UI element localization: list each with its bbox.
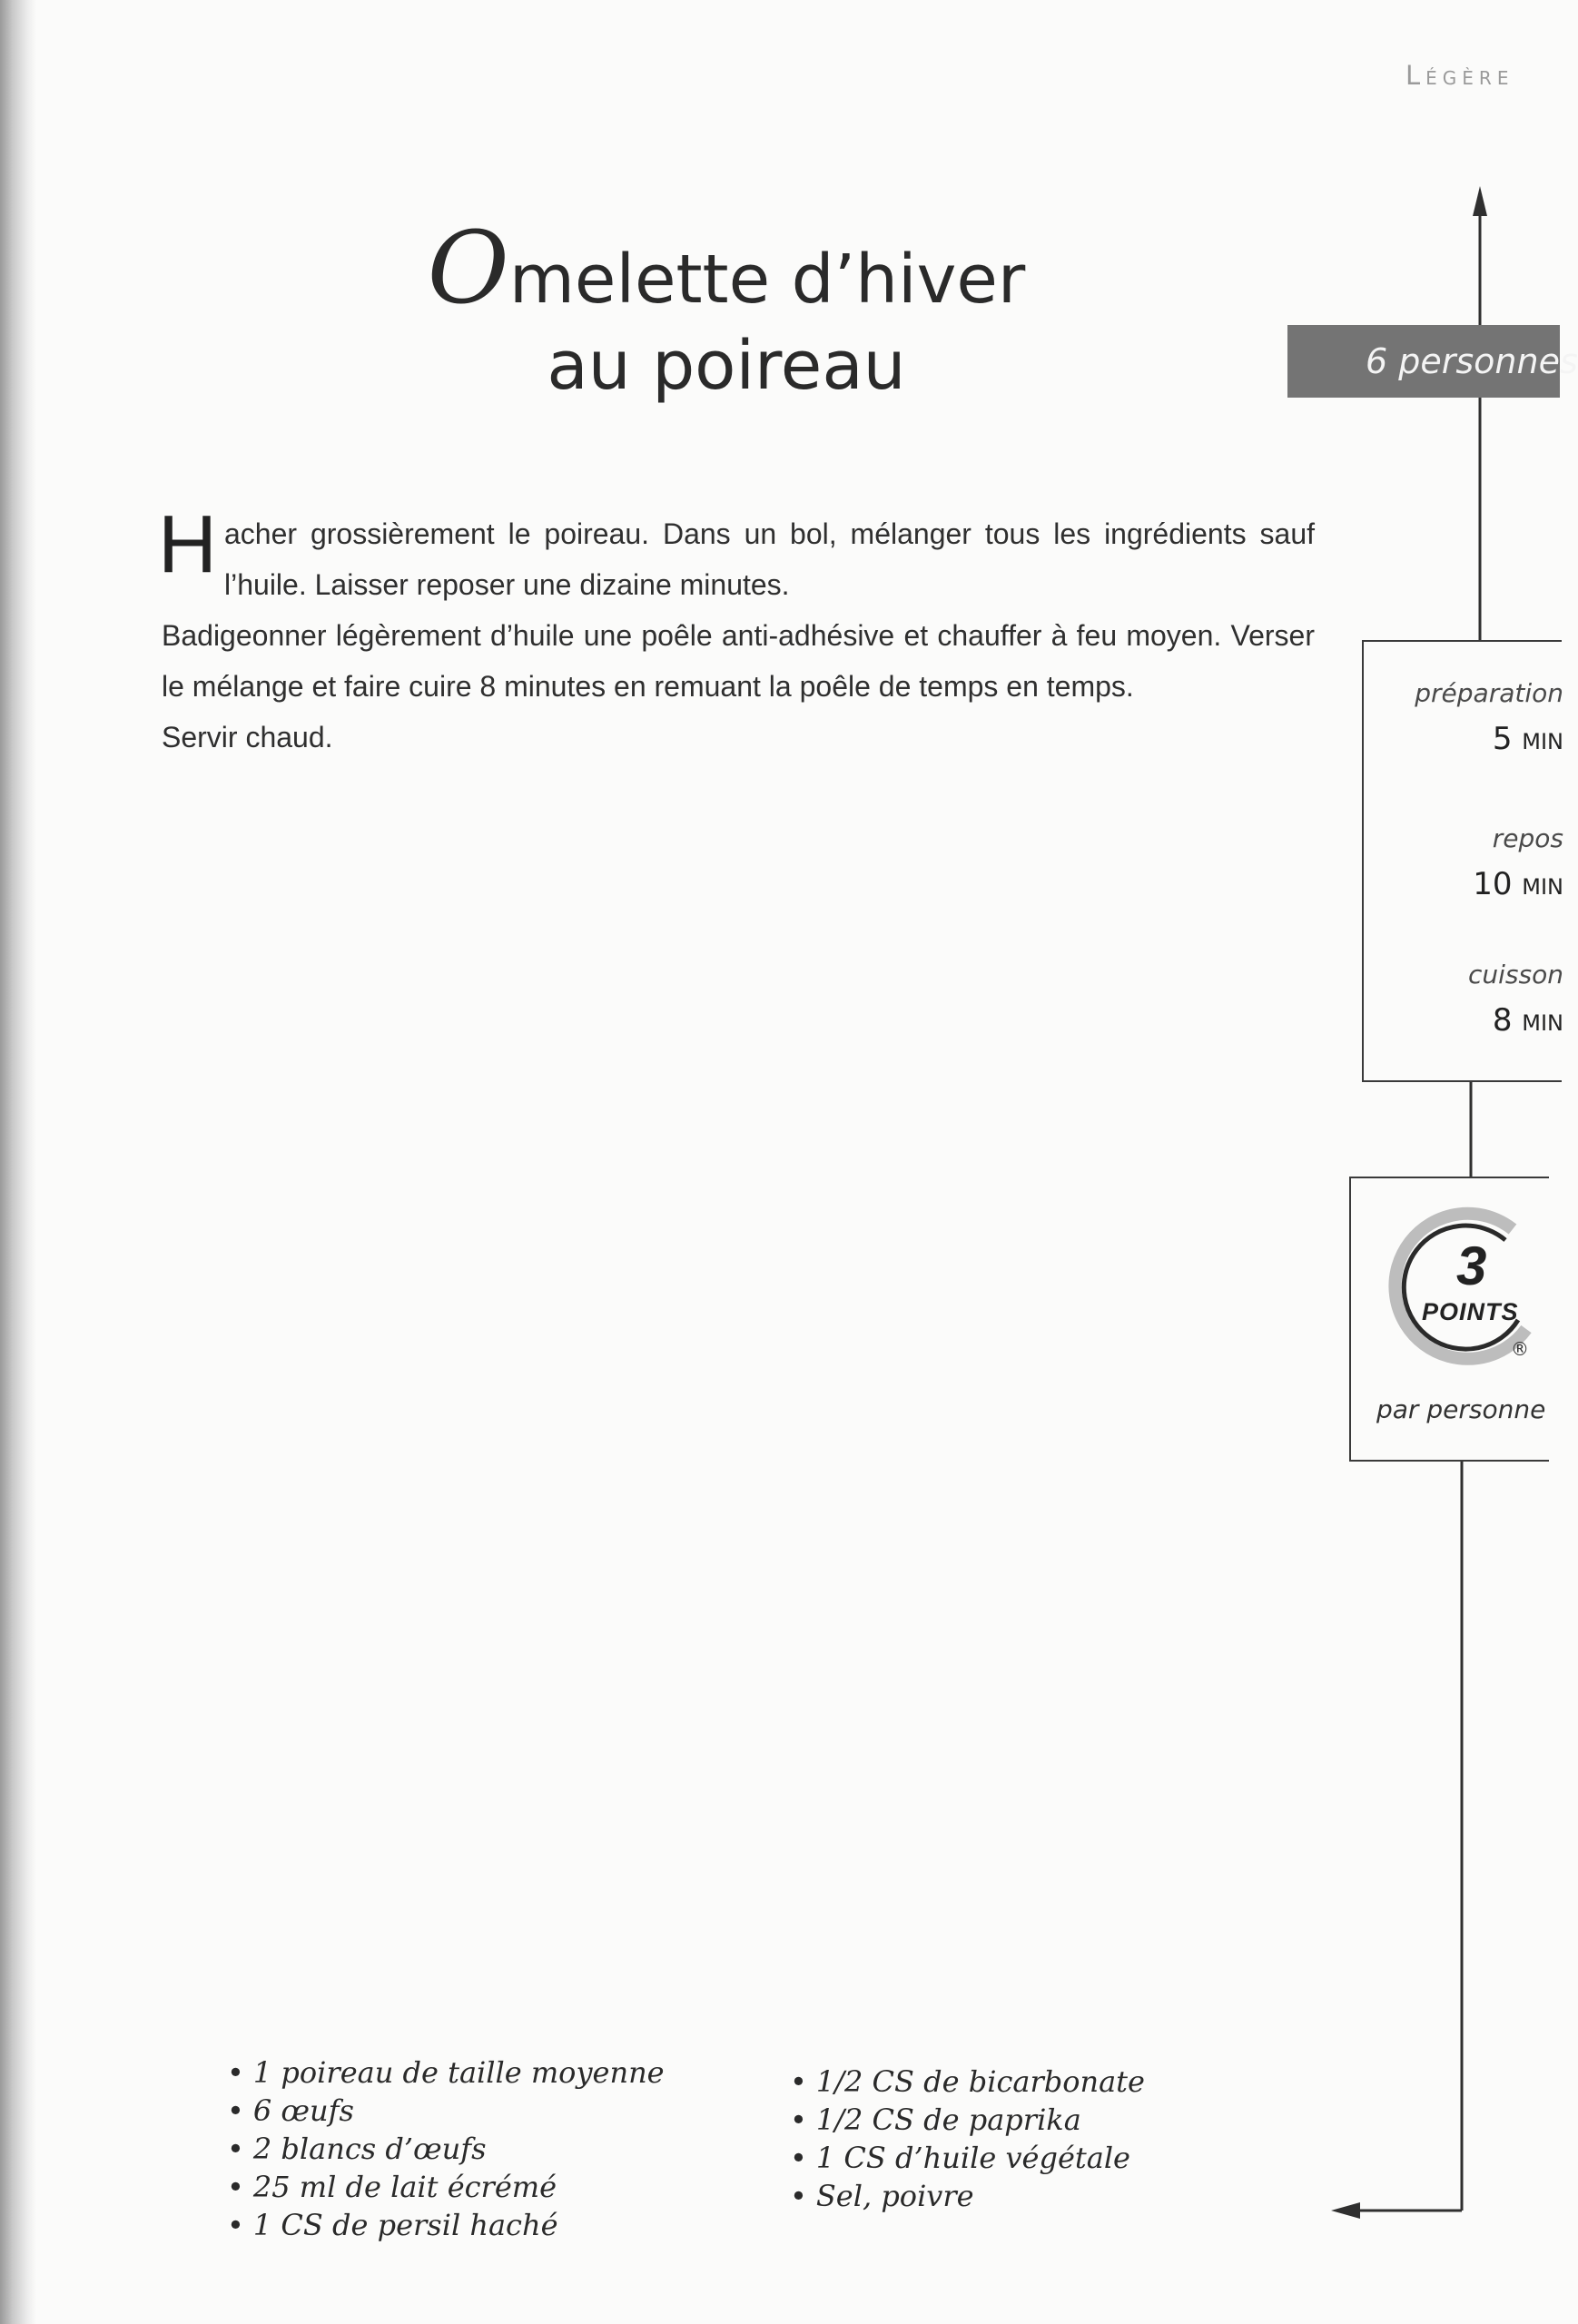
recipe-method [158, 499, 1315, 763]
points-caption: par personne [1376, 1394, 1546, 1424]
time-value: 10 min [1473, 866, 1563, 902]
times-box [1362, 640, 1562, 1082]
time-value: 8 min [1492, 1002, 1563, 1039]
method-paragraph-2: Badigeonner légèrement d’huile une poêle anti-adhésive et chauffer à feu moyen. Verser le mélange et faire cuire 8 minutes en remuant la poêle de temps en temps. [162, 619, 1315, 703]
up-arrowhead-icon [1473, 186, 1487, 216]
recipe-title [272, 210, 1180, 411]
ingredient-item: • 2 blancs d’œufs [227, 2130, 665, 2168]
method-paragraph-3: Servir chaud. [162, 721, 333, 753]
time-label: repos [1492, 823, 1563, 853]
ingredients-list-2 [790, 2063, 1145, 2215]
page-gutter-shadow [0, 0, 36, 2324]
ingredient-item: • 1 poireau de taille moyenne [227, 2053, 665, 2092]
time-preparation [1364, 678, 1563, 757]
registered-mark: ® [1511, 1338, 1529, 1360]
method-paragraph-1-text: acher grossièrement le poireau. Dans un bol, mélanger tous les ingrédients sauf l’huile. Laisser reposer une dizaine minutes. [224, 517, 1315, 601]
method-paragraph-1 [158, 499, 1315, 610]
ingredient-item: • 6 œufs [227, 2092, 665, 2130]
drop-cap: H [158, 499, 217, 590]
servings-band: 6 personnes [1287, 325, 1560, 398]
ingredient-item: • 25 ml de lait écrémé [227, 2168, 665, 2206]
time-label: préparation [1415, 678, 1563, 708]
ingredients-list-1 [227, 2053, 665, 2244]
section-header: Légère [1405, 60, 1514, 91]
time-value: 5 min [1492, 721, 1563, 757]
ingredient-item: • 1 CS d’huile végétale [790, 2139, 1145, 2177]
ingredient-item: • 1/2 CS de bicarbonate [790, 2063, 1145, 2101]
time-cuisson [1364, 960, 1563, 1039]
title-initial: O [427, 210, 509, 326]
ingredient-item: • Sel, poivre [790, 2177, 1145, 2215]
ingredient-item: • 1/2 CS de paprika [790, 2101, 1145, 2139]
points-box [1349, 1177, 1549, 1462]
title-line-2: au poireau [547, 327, 906, 405]
left-arrowhead-icon [1331, 2202, 1360, 2219]
points-word: POINTS [1422, 1298, 1519, 1325]
time-repos [1364, 823, 1563, 902]
title-line-1-rest: melette d’hiver [508, 241, 1026, 319]
ingredient-item: • 1 CS de persil haché [227, 2206, 665, 2244]
points-value: 3 [1456, 1236, 1487, 1296]
title-line-1 [272, 210, 1180, 326]
time-label: cuisson [1468, 960, 1563, 990]
